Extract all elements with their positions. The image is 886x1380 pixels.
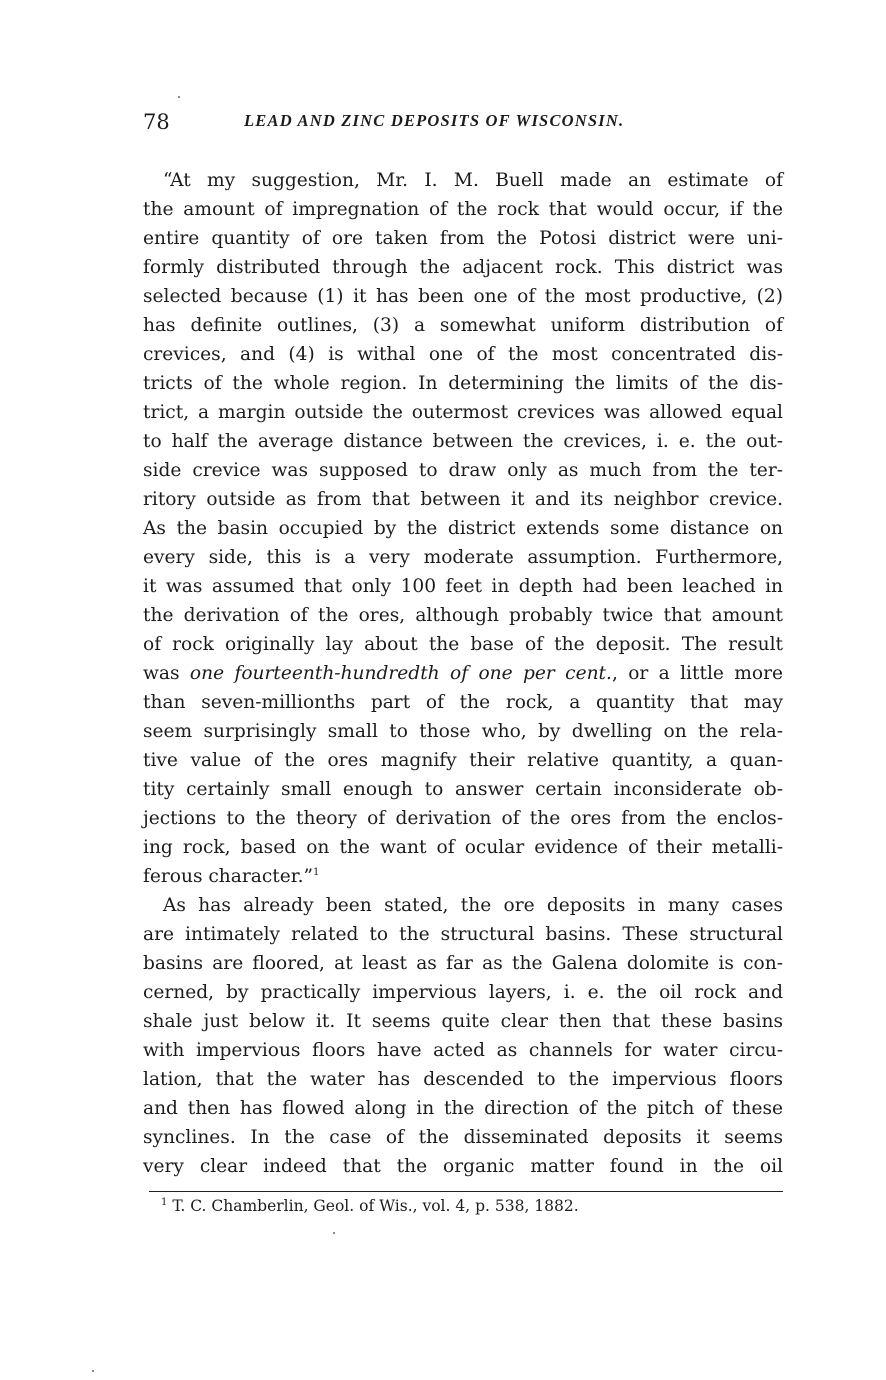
print-speck xyxy=(178,96,180,98)
text-line: formly distributed through the adjacent rock. This district was xyxy=(143,257,783,278)
footnote-divider xyxy=(149,1191,783,1192)
footnote-marker: 1 xyxy=(161,1196,168,1208)
text-line: cerned, by practically impervious layers, i. e. the oil rock and xyxy=(143,982,783,1003)
text-run: was xyxy=(143,663,190,684)
text-run: , or a little more xyxy=(611,663,783,684)
text-line: shale just below it. It seems quite clear then that these basins xyxy=(143,1011,783,1032)
print-speck xyxy=(333,1232,335,1234)
footnote-reference[interactable]: 1 xyxy=(313,866,320,878)
text-line: basins are floored, at least as far as the Galena dolomite is con- xyxy=(143,953,783,974)
text-line: lation, that the water has descended to the impervious floors xyxy=(143,1069,783,1090)
text-line: every side, this is a very moderate assumption. Furthermore, xyxy=(143,547,783,568)
text-line: ing rock, based on the want of ocular evidence of their metalli- xyxy=(143,837,783,858)
text-line-with-emphasis xyxy=(143,659,783,688)
text-line: tive value of the ores magnify their relative quantity, a quan- xyxy=(143,750,783,771)
text-line: of rock originally lay about the base of the deposit. The result xyxy=(143,634,783,655)
text-line: with impervious floors have acted as channels for water circu- xyxy=(143,1040,783,1061)
text-line: crevices, and (4) is withal one of the most concentrated dis- xyxy=(143,344,783,365)
page-number: 78 xyxy=(143,110,170,134)
text-line: tity certainly small enough to answer certain inconsiderate ob- xyxy=(143,779,783,800)
page-header xyxy=(143,106,783,136)
text-line: seem surprisingly small to those who, by dwelling on the rela- xyxy=(143,721,783,742)
print-speck xyxy=(92,1370,94,1372)
text-line: very clear indeed that the organic matter found in the oil xyxy=(143,1156,783,1177)
text-line: the amount of impregnation of the rock that would occur, if the xyxy=(143,199,783,220)
body-text xyxy=(143,166,783,1181)
text-line: selected because (1) it has been one of the most productive, (2) xyxy=(143,286,783,307)
text-line: to half the average distance between the crevices, i. e. the out- xyxy=(143,431,783,452)
text-line: side crevice was supposed to draw only as much from the ter- xyxy=(143,460,783,481)
text-line: are intimately related to the structural basins. These structural xyxy=(143,924,783,945)
text-line: entire quantity of ore taken from the Potosi district were uni- xyxy=(143,228,783,249)
text-line-last xyxy=(143,862,783,891)
text-line: ritory outside as from that between it and its neighbor crevice. xyxy=(143,489,783,510)
footnote-text: T. C. Chamberlin, Geol. of Wis., vol. 4, p. 538, 1882. xyxy=(172,1197,579,1215)
emphasized-text: one fourteenth-hundredth of one per cent. xyxy=(189,663,612,684)
text-line: As has already been stated, the ore deposits in many cases xyxy=(163,895,783,916)
text-line: trict, a margin outside the outermost crevices was allowed equal xyxy=(143,402,783,423)
text-line: jections to the theory of derivation of the ores from the enclos- xyxy=(143,808,783,829)
running-head: LEAD AND ZINC DEPOSITS OF WISCONSIN. xyxy=(244,111,625,130)
text-line: synclines. In the case of the disseminated deposits it seems xyxy=(143,1127,783,1148)
text-line: it was assumed that only 100 feet in depth had been leached in xyxy=(143,576,783,597)
text-line: tricts of the whole region. In determining the limits of the dis- xyxy=(143,373,783,394)
text-run: ferous character.” xyxy=(143,866,313,887)
text-line: the derivation of the ores, although probably twice that amount xyxy=(143,605,783,626)
text-line: As the basin occupied by the district extends some distance on xyxy=(143,518,783,539)
text-line: “At my suggestion, Mr. I. M. Buell made an estimate of xyxy=(163,170,783,191)
footnote xyxy=(161,1197,579,1215)
text-line: than seven-millionths part of the rock, a quantity that may xyxy=(143,692,783,713)
text-line: and then has flowed along in the direction of the pitch of these xyxy=(143,1098,783,1119)
text-line: has definite outlines, (3) a somewhat uniform distribution of xyxy=(143,315,783,336)
